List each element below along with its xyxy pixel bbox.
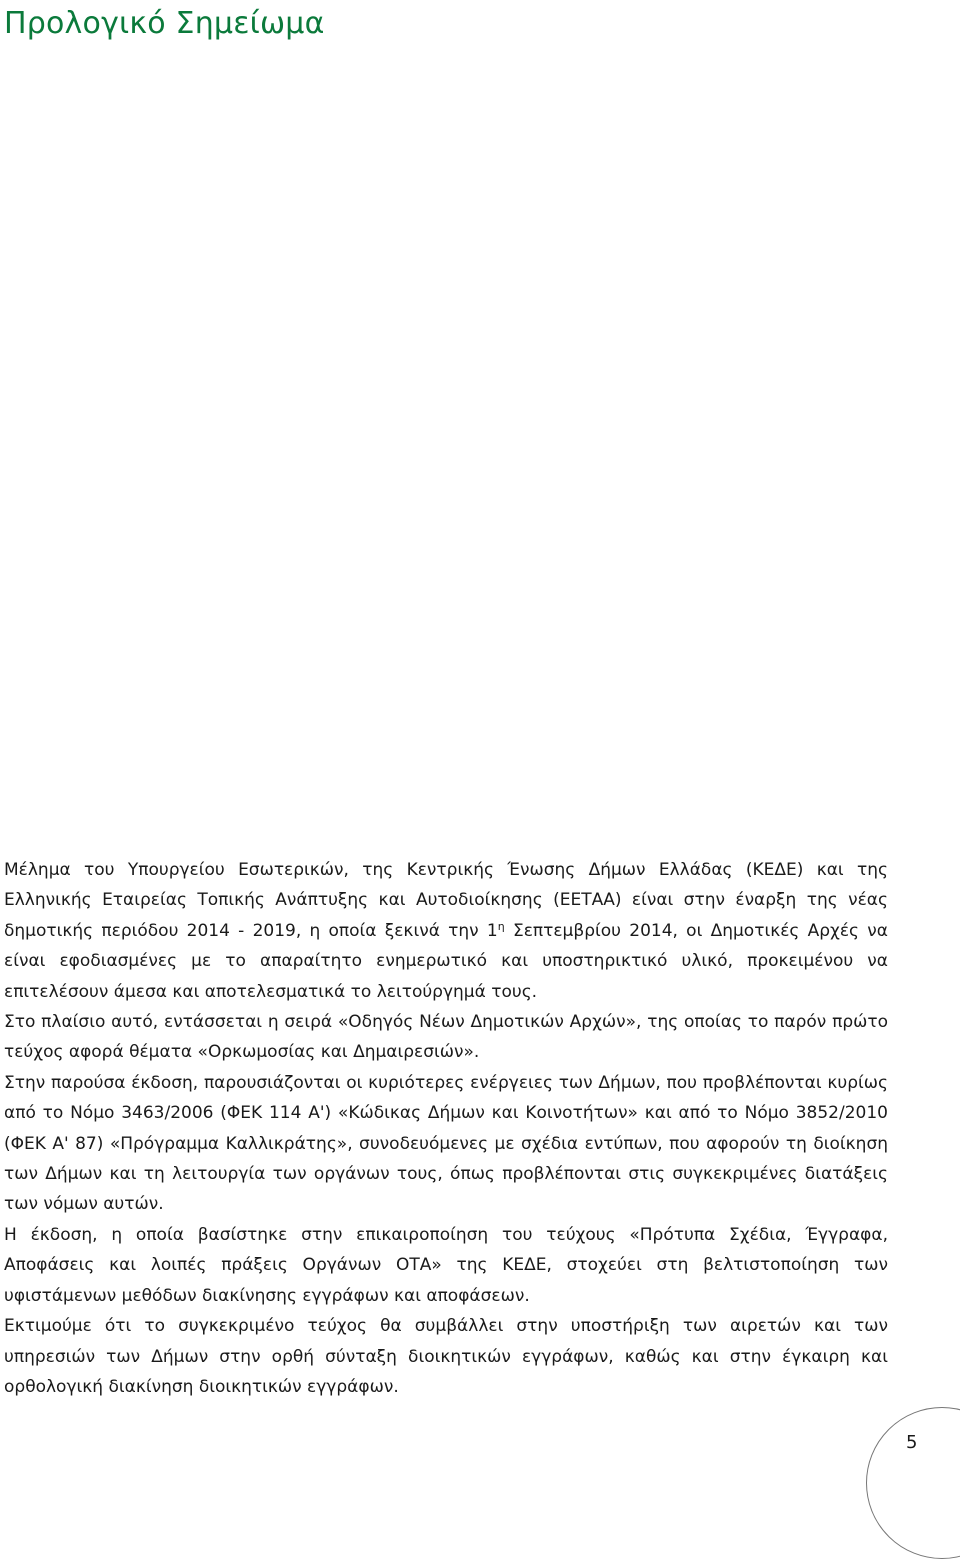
paragraph-conclusion: Εκτιμούμε ότι το συγκεκριμένο τεύχος θα συμβάλλει στην υποστήριξη των αιρετών και των υπηρεσιών των Δήμων στην ορθή σύνταξη διοικητικών εγγράφων, καθώς και στην έγκαιρη και ορθολογική διακίνηση διοικητικών εγγράφων. xyxy=(4,1316,888,1397)
paragraph-purpose: Η έκδοση, η οποία βασίστηκε στην επικαιροποίηση του τεύχους «Πρότυπα Σχέδια, Έγγραφα, Αποφάσεις και λοιπές πράξεις Οργάνων ΟΤΑ» της ΚΕΔΕ, στοχεύει στη βελτιστοποίηση των υφιστάμενων μεθόδων διακίνησης εγγράφων και αποφάσεων. xyxy=(4,1224,888,1306)
paragraph-intro xyxy=(4,855,888,1007)
page-number-badge xyxy=(866,1407,960,1559)
page-title: Προλογικό Σημείωμα xyxy=(4,6,325,41)
foreword-body xyxy=(4,855,888,1402)
paragraph-intro-text-b: Σεπτεμβρίου 2014, οι Δημοτικές Αρχές να είναι εφοδιασμένες με το απαραίτητο ενημερωτικό και υποστηρικτικό υλικό, προκειμένου να επιτελέσουν άμεσα και αποτελεσματικά το λειτούργημά τους. xyxy=(4,920,888,1002)
paragraph-edition: Στην παρούσα έκδοση, παρουσιάζονται οι κυριότερες ενέργειες των Δήμων, που προβλέπονται κυρίως από το Νόμο 3463/2006 (ΦΕΚ 114 Α') «Κώδικας Δήμων και Κοινοτήτων» και από το Νόμο 3852/2010 (ΦΕΚ Α' 87) «Πρόγραμμα Καλλικράτης», συνοδευόμενες με σχέδια εντύπων, που αφορούν τη διοίκηση των Δήμων και τη λειτουργία των οργάνων τους, όπως προβλέπονται στις συγκεκριμένες διατάξεις των νόμων αυτών. xyxy=(4,1072,888,1215)
ordinal-superscript: η xyxy=(497,919,505,933)
paragraph-intro-text-a: Μέλημα του Υπουργείου Εσωτερικών, της Κεντρικής Ένωσης Δήμων Ελλάδας (ΚΕΔΕ) και της Ελληνικής Εταιρείας Τοπικής Ανάπτυξης και Αυτοδιοίκησης (ΕΕΤΑΑ) είναι στην έναρξη της νέας δημοτικής περιόδου 2014 - 2019, η οποία ξεκινά την 1 xyxy=(4,860,888,941)
paragraph-series: Στο πλαίσιο αυτό, εντάσσεται η σειρά «Οδηγός Νέων Δημοτικών Αρχών», της οποίας το παρόν πρώτο τεύχος αφορά θέματα «Ορκωμοσίας και Δημαιρεσιών». xyxy=(4,1012,888,1063)
page-number: 5 xyxy=(906,1432,918,1453)
